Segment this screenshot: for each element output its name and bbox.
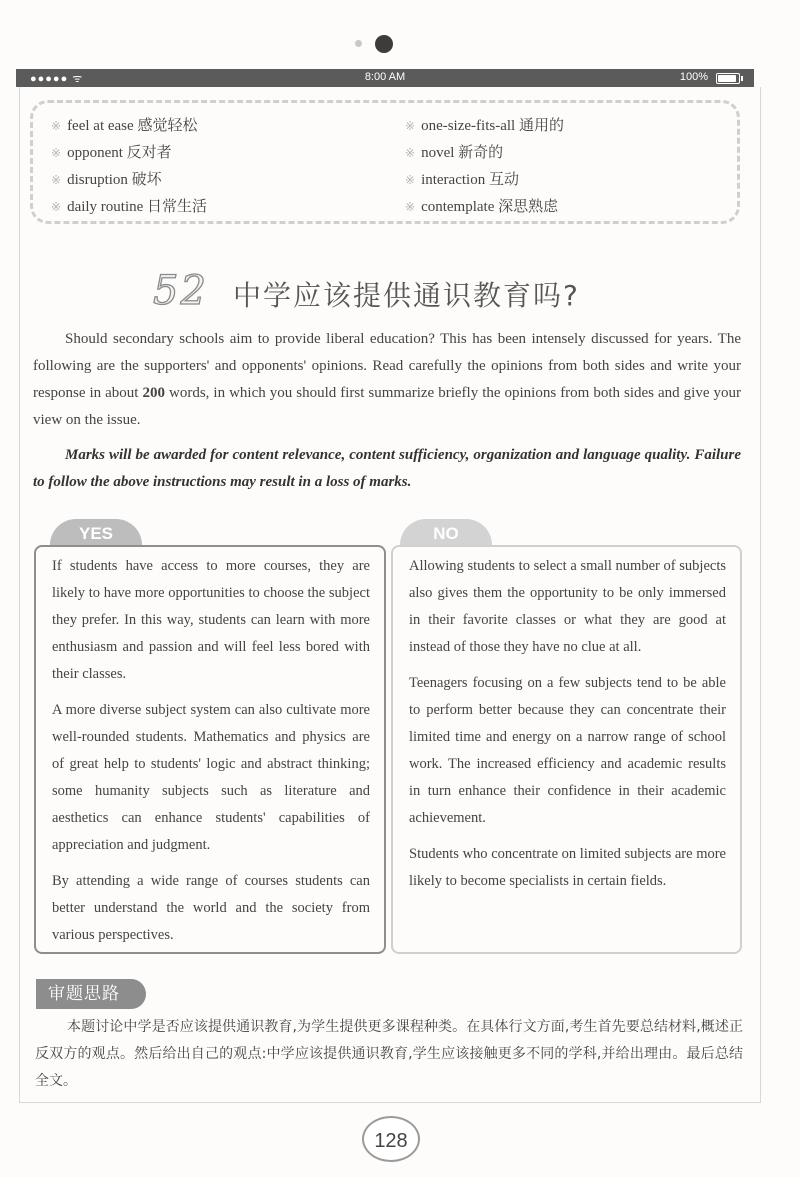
no-label: NO [400, 519, 492, 545]
vocab-item [51, 114, 197, 135]
no-paragraph: Allowing students to select a small number of subjects also gives them the opportunity to be only immersed in their favorite classes or what they are good at instead of those they have no clue at all. [409, 558, 726, 655]
vocab-marker-icon: ※ [51, 173, 62, 187]
vocab-term: contemplate [421, 199, 495, 215]
yes-paragraph: A more diverse subject system can also cultivate more well-rounded students. Mathematics and physics are of great help to students' logic and abstract thinking; some humanity subjects such as literature and aesthetics can enhance students' capabilities of appreciation and judgment. [52, 702, 370, 853]
vocab-term: daily routine [67, 199, 144, 215]
no-paragraph: Students who concentrate on limited subjects are more likely to become specialists in certain fields. [409, 846, 726, 889]
vocab-meaning: 日常生活 [147, 199, 208, 215]
vocab-marker-icon: ※ [405, 119, 416, 133]
vocab-marker-icon: ※ [51, 146, 62, 160]
yes-box [34, 545, 386, 954]
vocab-meaning: 深思熟虑 [498, 199, 559, 215]
vocab-marker-icon: ※ [51, 119, 62, 133]
page-title: 中学应该提供通识教育吗? [233, 279, 580, 312]
vocab-meaning: 感觉轻松 [137, 118, 198, 134]
intro-text-end: words, in which you should first summarize briefly the opinions from both sides and give your view on the issue. [33, 385, 741, 428]
vocab-term: one-size-fits-all [421, 118, 516, 134]
signal-icon: ●●●●● ᯤ [30, 73, 84, 85]
vocab-meaning: 破坏 [131, 172, 162, 188]
vocab-item [405, 114, 564, 135]
vocab-meaning: 反对者 [126, 145, 172, 161]
vocab-marker-icon: ※ [405, 200, 416, 214]
camera-dot [375, 35, 393, 53]
yes-paragraph: If students have access to more courses, they are likely to have more opportunities to choose the subject they prefer. In this way, students can learn with more enthusiasm and passion and will feel less bored with their classes. [52, 558, 370, 682]
vocab-term: disruption [67, 172, 128, 188]
question-number: 52 [153, 268, 208, 314]
camera-dot-small [355, 40, 362, 47]
battery-percent: 100% [679, 71, 708, 83]
vocab-term: feel at ease [67, 118, 134, 134]
status-bar [16, 69, 754, 87]
vocabulary-box [30, 100, 740, 224]
vocab-marker-icon: ※ [405, 173, 416, 187]
no-box [391, 545, 742, 954]
yes-label: YES [50, 519, 142, 545]
vocab-meaning: 互动 [488, 172, 519, 188]
vocab-meaning: 新奇的 [458, 145, 504, 161]
marks-note: Marks will be awarded for content relevance, content sufficiency, organization and language quality. Failure to follow the above instructions may result in a loss of marks. [33, 447, 741, 490]
intro-text: Should secondary schools aim to provide liberal education? This has been intensely discussed for years. The following are the supporters' and opponents' opinions. Read carefully the opinions from both sides and write your response in about [33, 331, 741, 401]
vocab-item [51, 195, 207, 216]
analysis-text: 本题讨论中学是否应该提供通识教育,为学生提供更多课程种类。在具体行文方面,考生首先要总结材料,概述正反双方的观点。然后给出自己的观点:中学应该提供通识教育,学生应该接触更多不同的学科,并给出理由。最后总结全文。 [35, 1019, 743, 1089]
vocab-meaning: 通用的 [518, 118, 564, 134]
battery-icon [716, 73, 740, 84]
vocab-marker-icon: ※ [51, 200, 62, 214]
vocab-term: interaction [421, 172, 486, 188]
vocab-item [405, 168, 519, 189]
vocab-term: opponent [67, 145, 123, 161]
vocab-term: novel [421, 145, 455, 161]
page-number: 128 [362, 1116, 420, 1162]
vocab-item [405, 195, 558, 216]
yes-paragraph: By attending a wide range of courses students can better understand the world and the society from various perspectives. [52, 873, 370, 943]
analysis-heading: 审题思路 [36, 979, 146, 1009]
status-time: 8:00 AM [364, 71, 406, 83]
vocab-item [405, 141, 503, 162]
no-paragraph: Teenagers focusing on a few subjects tend to be able to perform better because they can concentrate their limited time and energy on a narrow range of school work. The increased efficiency and academic results in turn enhance their confidence in their academic achievement. [409, 675, 726, 826]
vocab-item [51, 141, 172, 162]
vocab-marker-icon: ※ [405, 146, 416, 160]
word-count: 200 [142, 385, 165, 401]
vocab-item [51, 168, 162, 189]
intro-paragraph [33, 326, 741, 434]
